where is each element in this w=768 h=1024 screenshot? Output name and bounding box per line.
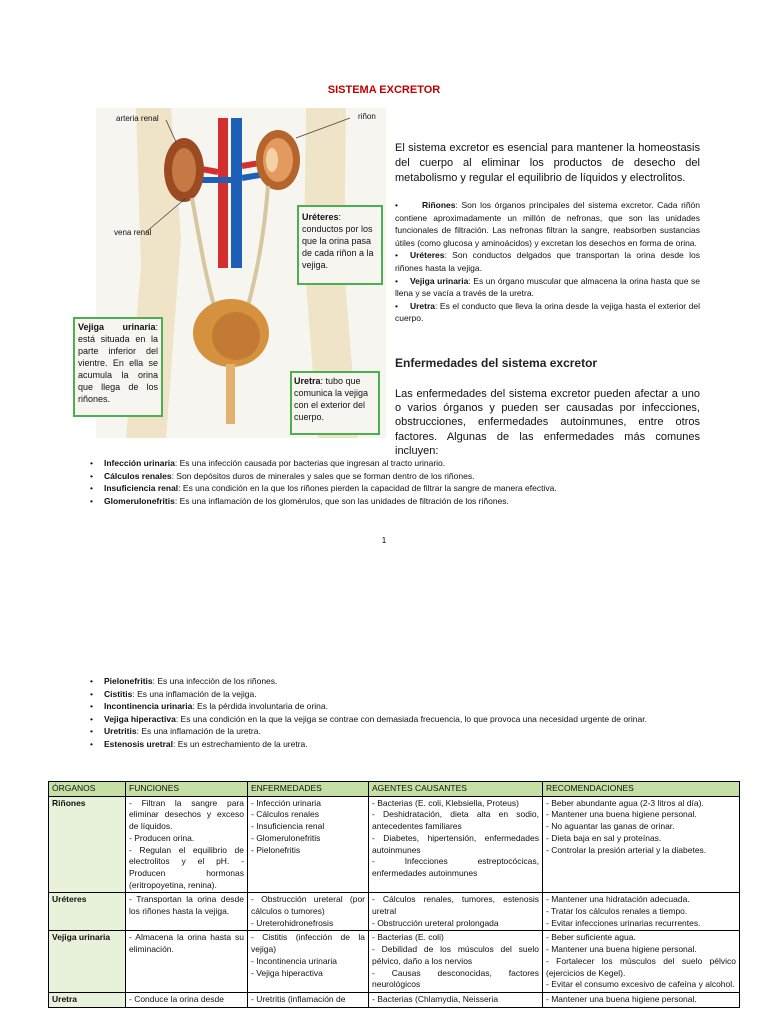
ureteres-box-text: : conductos por los que la orina pasa de cada riñon a la vejiga.	[302, 212, 374, 270]
table-row	[49, 992, 740, 1007]
uretra-box	[294, 375, 376, 423]
funciones-cell	[126, 893, 248, 931]
cell-line: - Causas desconocidas, factores neurológicos	[372, 967, 539, 990]
organ-cell: Uréteres	[49, 893, 126, 931]
organ-cell: Vejiga urinaria	[49, 931, 126, 993]
cell-line: - Beber suficiente agua.	[546, 932, 636, 943]
cell-line: - Mantener una buena higiene personal.	[546, 809, 697, 820]
enfermedades-cell	[248, 992, 369, 1007]
cell-line: - Debilidad de los músculos del suelo pélvico, daño a los nervios	[372, 944, 539, 966]
cell-line: - Bacterias (E. coli)	[372, 932, 444, 943]
cell-line: - Fortalecer los músculos del suelo pélvico (ejercicios de Kegel).	[546, 955, 736, 978]
recomendaciones-cell	[543, 893, 740, 931]
cell-line: - Cálculos renales	[251, 809, 320, 820]
cell-line: - Cistitis (infección de la vejiga)	[251, 932, 365, 955]
cell-line: - Dieta baja en sal y proteínas.	[546, 832, 662, 843]
cell-line: - Uretritis (inflamación de	[251, 993, 346, 1004]
column-header: RECOMENDACIONES	[543, 782, 740, 797]
aorta	[218, 118, 228, 268]
list-item: • Uréteres: Son conductos delgados que transportan la orina desde los riñones hasta la vejiga.	[395, 250, 700, 273]
column-header: FUNCIONES	[126, 782, 248, 797]
uretra-box-term: Uretra	[294, 376, 321, 386]
list-item: • Insuficiencia renal: Es una condición en la que los riñones pierden la capacidad de filtrar la sangre de manera efectiva.	[90, 483, 557, 494]
recomendaciones-cell	[543, 992, 740, 1007]
list-item: • Cálculos renales: Son depósitos duros de minerales y sales que se forman dentro de los riñones.	[90, 470, 475, 481]
cell-line: - Almacena la orina hasta su eliminación.	[129, 932, 244, 955]
list-item: • Vejiga urinaria: Es un órgano muscular que almacena la orina hasta que se llena y se vacía a través de la uretra.	[395, 275, 700, 299]
cell-line: - Evitar el consumo excesivo de cafeína y alcohol.	[546, 979, 735, 990]
enfermedades-cell	[248, 893, 369, 931]
agentes-cell	[369, 992, 543, 1007]
list-item: • Incontinencia urinaria: Es la pérdida involuntaria de orina.	[90, 701, 328, 712]
table-row	[49, 796, 740, 893]
cell-line: - Producen orina.	[129, 832, 195, 843]
cell-line: - Diabetes, hipertensión, enfermedades autoinmunes	[372, 832, 539, 855]
cell-line: - Beber abundante agua (2-3 litros al día).	[546, 797, 704, 808]
enfermedades-cell	[248, 931, 369, 993]
cell-line: - Pielonefritis	[251, 844, 301, 855]
cell-line: - Regulan el equilibrio de electrolitos y el pH. - Producen hormonas (eritropoyetina, renina).	[129, 844, 244, 890]
left-ureter	[192, 198, 216, 313]
cell-line: - No aguantar las ganas de orinar.	[546, 821, 675, 832]
list-item: • Estenosis uretral: Es un estrechamiento de la uretra.	[90, 738, 308, 749]
label-arteria-renal: arteria renal	[116, 114, 159, 123]
funciones-cell	[126, 931, 248, 993]
cell-line: - Vejiga hiperactiva	[251, 967, 323, 978]
recomendaciones-cell	[543, 796, 740, 893]
cell-line: - Mantener una buena higiene personal.	[546, 993, 697, 1004]
list-item: • Cistitis: Es una inflamación de la vejiga.	[90, 688, 257, 699]
cell-line: - Tratar los cálculos renales a tiempo.	[546, 906, 688, 917]
label-vena-renal: vena renal	[114, 228, 152, 237]
cell-line: - Transportan la orina desde los riñones hasta la vejiga.	[129, 894, 244, 917]
vejiga-box-term: Vejiga urinaria	[78, 322, 156, 332]
list-item: • Pielonefritis: Es una infección de los riñones.	[90, 676, 278, 686]
column-header: ÓRGANOS	[49, 782, 126, 797]
funciones-cell	[126, 992, 248, 1007]
diseases-list-2	[90, 675, 690, 751]
cell-line: - Obstrucción ureteral prolongada	[372, 917, 499, 928]
intro-paragraph: El sistema excretor es esencial para mantener la homeostasis del cuerpo al eliminar los productos de desecho del metabolismo y regular el equilibrio de líquidos y electrolitos.	[395, 142, 700, 184]
cell-line: - Insuficiencia renal	[251, 821, 325, 832]
ureteres-box-term: Uréteres	[302, 212, 339, 222]
agentes-cell	[369, 931, 543, 993]
agentes-cell	[369, 796, 543, 893]
ureteres-box	[302, 211, 380, 271]
organ-cell: Uretra	[49, 992, 126, 1007]
column-header: AGENTES CAUSANTES	[369, 782, 543, 797]
urethra	[226, 364, 235, 424]
cell-line: - Deshidratación, dieta alta en sodio, antecedentes familiares	[372, 809, 539, 832]
cell-line: - Incontinencia urinaria	[251, 955, 337, 966]
cell-line: - Obstrucción ureteral (por cálculos o tumores)	[251, 894, 365, 917]
list-item: • Riñones: Son los órganos principales del sistema excretor. Cada riñón contiene aproximadamente un millón de nefronas, que son las unidades funcionales de filtración. Las nefronas filtran la sangre, reabsorben sustancias útiles (como glucosa y aminoácidos) y excretan los desechos en forma de orina.	[395, 200, 700, 248]
cell-line: - Evitar infecciones urinarias recurrentes.	[546, 917, 701, 928]
right-ureter	[246, 186, 268, 313]
recomendaciones-cell	[543, 931, 740, 993]
list-item: • Uretritis: Es una inflamación de la uretra.	[90, 726, 261, 737]
table-row	[49, 893, 740, 931]
excretory-system-illustration	[78, 108, 386, 438]
table-row	[49, 931, 740, 993]
page-title: SISTEMA EXCRETOR	[327, 84, 441, 96]
organs-table	[48, 781, 740, 1008]
funciones-cell	[126, 796, 248, 893]
cell-line: - Filtran la sangre para eliminar desechos y exceso de líquidos.	[129, 797, 244, 832]
vejiga-box	[78, 321, 158, 405]
cell-line: - Bacterias (E. coli, Klebsiella, Proteus)	[372, 797, 519, 808]
column-header: ENFERMEDADES	[248, 782, 369, 797]
organs-list	[395, 199, 700, 325]
cell-line: - Infecciones estreptocócicas, enfermedades autoinmunes	[372, 856, 539, 878]
cell-line: - Controlar la presión arterial y la diabetes.	[546, 844, 707, 855]
uretra-box-text: : tubo que comunica la vejiga con el exterior del cuerpo.	[294, 376, 369, 422]
agentes-cell	[369, 893, 543, 931]
list-item: • Vejiga hiperactiva: Es una condición en la que la vejiga se contrae con demasiada frecuencia, lo que provoca una necesidad urgente de orinar.	[90, 713, 647, 724]
label-rinon: riñon	[358, 112, 376, 121]
organ-cell: Riñones	[49, 796, 126, 893]
diseases-intro-paragraph: Las enfermedades del sistema excretor pueden afectar a uno o varios órganos y pueden ser causadas por infecciones, obstrucciones, enfermedades autoinmunes, entre otros factores. Algunas de las enfermedades más comunes incluyen:	[395, 388, 700, 457]
list-item: • Uretra: Es el conducto que lleva la orina desde la vejiga hasta el exterior del cuerpo.	[395, 300, 700, 324]
enfermedades-cell	[248, 796, 369, 893]
list-item: • Infección urinaria: Es una infección causada por bacterias que ingresan al tracto urinario.	[90, 458, 446, 468]
page-number: 1	[381, 535, 387, 545]
cell-line: - Ureterohidronefrosis	[251, 917, 334, 928]
section-heading: Enfermedades del sistema excretor	[395, 356, 598, 370]
diseases-list-1	[90, 457, 690, 507]
table-header-row	[49, 782, 740, 797]
cell-line: - Cálculos renales, tumores, estenosis uretral	[372, 894, 539, 917]
cell-line: - Bacterias (Chlamydia, Neisseria	[372, 993, 499, 1004]
list-item: • Glomerulonefritis: Es una inflamación de los glomérulos, que son las unidades de filtración de los riñones.	[90, 495, 509, 506]
cell-line: - Infección urinaria	[251, 797, 321, 808]
cell-line: - Mantener una buena higiene personal.	[546, 944, 697, 955]
cell-line: - Mantener una hidratación adecuada.	[546, 894, 690, 905]
cell-line: - Glomerulonefritis	[251, 832, 321, 843]
vena-cava	[231, 118, 242, 268]
cell-line: - Conduce la orina desde	[129, 993, 224, 1004]
vejiga-box-text: : está situada en la parte inferior del vientre. En ella se acumula la orina que llega de los riñones.	[78, 322, 158, 404]
